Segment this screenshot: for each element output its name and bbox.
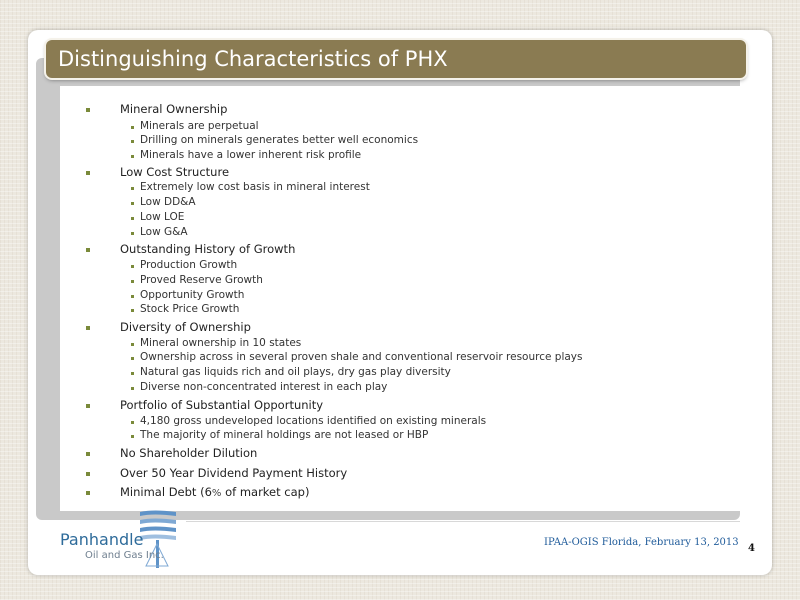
page-number: 4 xyxy=(748,543,755,554)
bullet-marker xyxy=(86,248,90,252)
sub-bullet-marker xyxy=(131,295,134,298)
sub-bullet-marker xyxy=(131,387,134,390)
sub-item: Low DD&A xyxy=(140,196,196,208)
sub-item: Extremely low cost basis in mineral interest xyxy=(140,181,370,193)
sub-bullet-marker xyxy=(131,217,134,220)
bullet-marker xyxy=(86,171,90,175)
sub-bullet-marker xyxy=(131,372,134,375)
percent-sign: % xyxy=(211,488,222,499)
logo-subtitle: Oil and Gas Inc. xyxy=(85,550,164,561)
logo-wordmark: Panhandle xyxy=(60,530,144,549)
sub-item: Ownership across in several proven shale and conventional reservoir resource plays xyxy=(140,351,583,363)
sub-item: Low G&A xyxy=(140,226,188,238)
bullet-marker xyxy=(86,472,90,476)
footer-event-date: IPAA-OGIS Florida, February 13, 2013 xyxy=(544,537,739,548)
debt-text-start: Minimal Debt (6 xyxy=(120,485,212,499)
sub-item: Opportunity Growth xyxy=(140,289,245,301)
sub-bullet-marker xyxy=(131,280,134,283)
sub-item: 4,180 gross undeveloped locations identified on existing minerals xyxy=(140,415,487,427)
section-heading: Outstanding History of Growth xyxy=(120,242,296,256)
sub-bullet-marker xyxy=(131,343,134,346)
bullet-marker xyxy=(86,452,90,456)
sub-item: Stock Price Growth xyxy=(140,303,240,315)
sub-bullet-marker xyxy=(131,202,134,205)
slide-title: Distinguishing Characteristics of PHX xyxy=(58,47,448,71)
sub-bullet-marker xyxy=(131,232,134,235)
section-heading: Over 50 Year Dividend Payment History xyxy=(120,466,348,480)
sub-item: Low LOE xyxy=(140,211,185,223)
sub-bullet-marker xyxy=(131,309,134,312)
section-heading: No Shareholder Dilution xyxy=(120,446,258,460)
bullet-marker xyxy=(86,326,90,330)
sub-item: Drilling on minerals generates better well economics xyxy=(140,134,419,146)
sub-item: The majority of mineral holdings are not leased or HBP xyxy=(140,429,429,441)
sub-bullet-marker xyxy=(131,155,134,158)
sub-item: Minerals have a lower inherent risk profile xyxy=(140,149,362,161)
footer-divider xyxy=(186,521,740,522)
sub-item: Minerals are perpetual xyxy=(140,120,259,132)
section-heading: Portfolio of Substantial Opportunity xyxy=(120,398,324,412)
section-heading: Diversity of Ownership xyxy=(120,320,251,334)
sub-item: Diverse non-concentrated interest in each play xyxy=(140,381,388,393)
sub-item: Natural gas liquids rich and oil plays, dry gas play diversity xyxy=(140,366,451,378)
sub-item: Production Growth xyxy=(140,259,238,271)
sub-bullet-marker xyxy=(131,140,134,143)
sub-bullet-marker xyxy=(131,421,134,424)
sub-bullet-marker xyxy=(131,357,134,360)
sub-item: Mineral ownership in 10 states xyxy=(140,337,302,349)
bullet-marker xyxy=(86,491,90,495)
sub-bullet-marker xyxy=(131,435,134,438)
bullet-marker xyxy=(86,404,90,408)
bullet-marker xyxy=(86,108,90,112)
debt-text-end: of market cap) xyxy=(221,485,310,499)
section-heading: Mineral Ownership xyxy=(120,102,228,116)
sub-bullet-marker xyxy=(131,265,134,268)
sub-item: Proved Reserve Growth xyxy=(140,274,263,286)
section-heading: Low Cost Structure xyxy=(120,165,230,179)
company-logo xyxy=(58,508,188,570)
sub-bullet-marker xyxy=(131,187,134,190)
sub-bullet-marker xyxy=(131,126,134,129)
section-heading-minimal-debt xyxy=(120,485,309,499)
